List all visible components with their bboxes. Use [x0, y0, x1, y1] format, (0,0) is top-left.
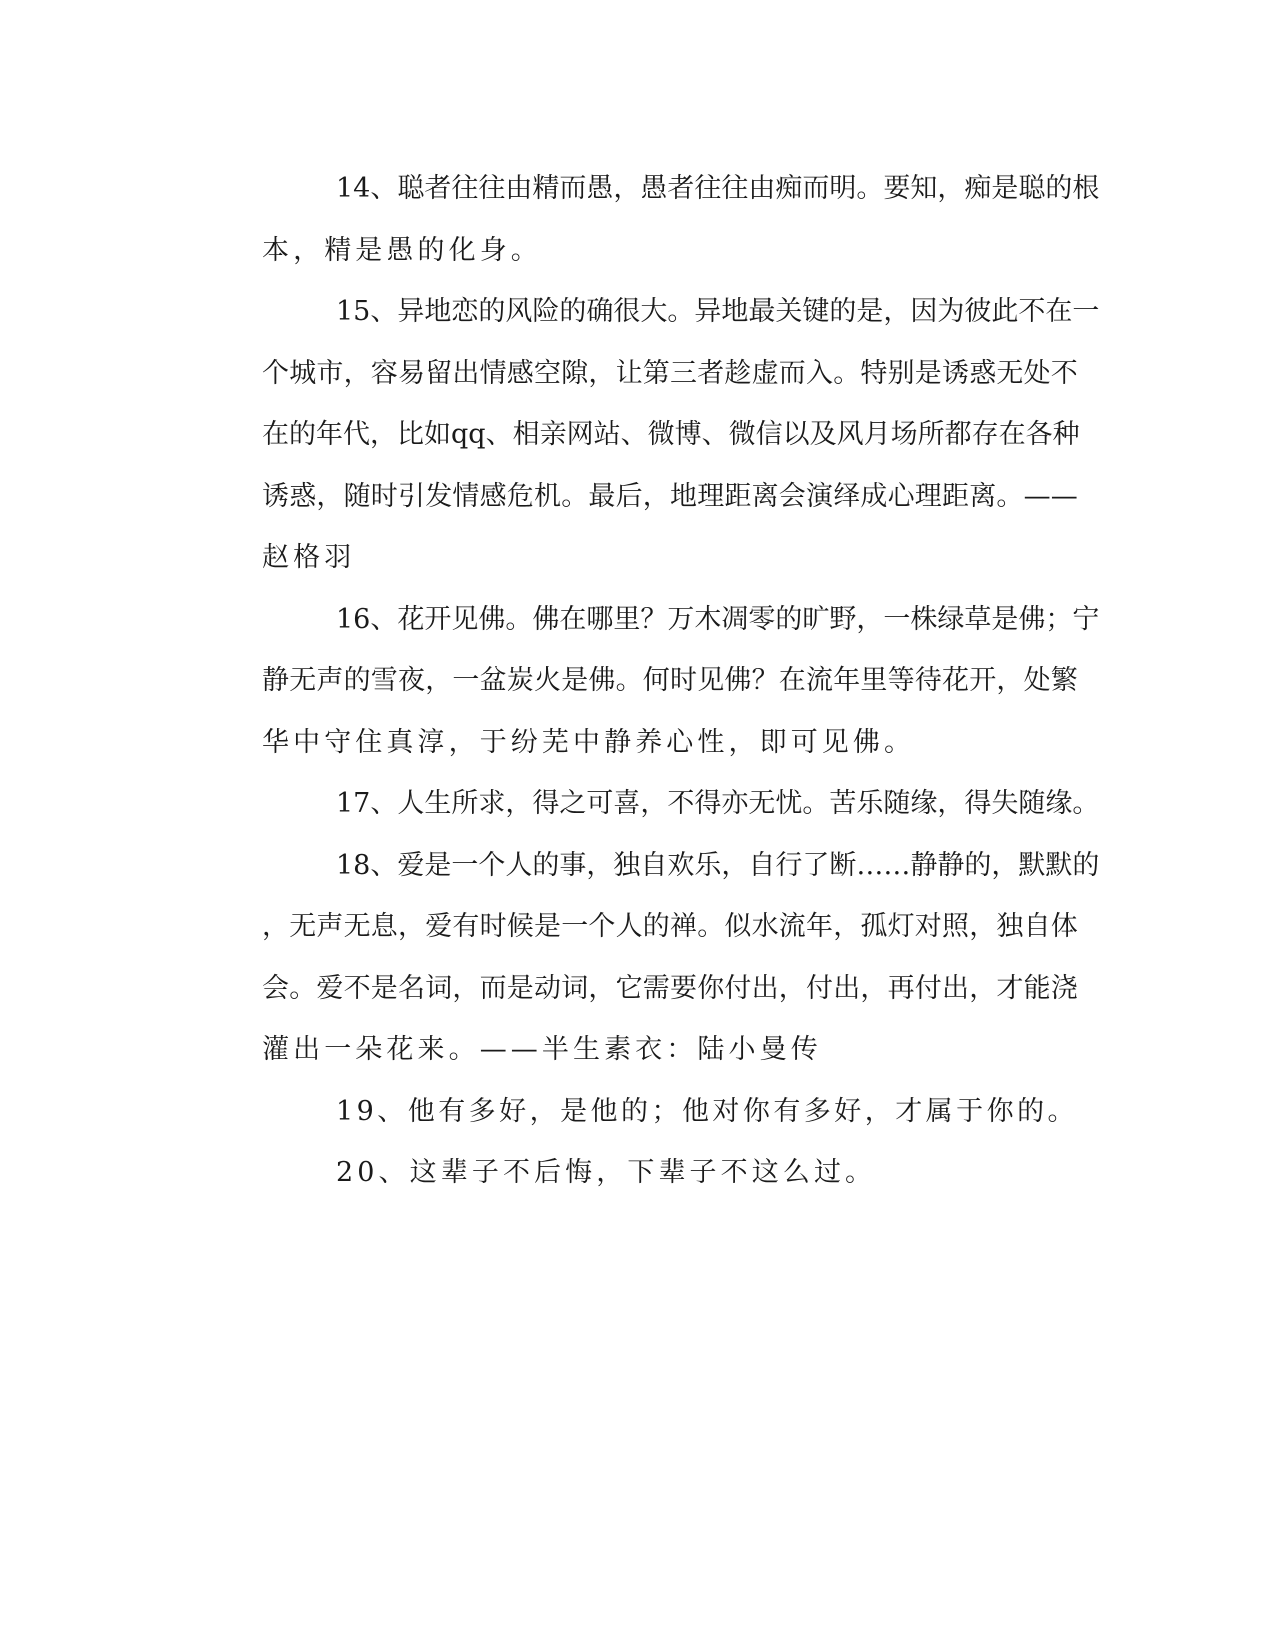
text-line: 个城市，容易留出情感空隙，让第三者趁虚而入。特别是诱惑无处不: [262, 357, 1078, 389]
document-body: [188, 158, 1100, 1204]
paragraph-17: [188, 773, 1100, 835]
text-line: 15、异地恋的风险的确很大。异地最关键的是，因为彼此不在一: [336, 296, 1100, 327]
text-line: 华中守住真淳，于纷芜中静养心性，即可见佛。: [262, 726, 916, 758]
text-line: 在的年代，比如qq、相亲网站、微博、微信以及风月场所都存在各种: [262, 419, 1080, 450]
text-line: 18、爱是一个人的事，独自欢乐，自行了断……静静的，默默的: [336, 849, 1100, 881]
text-line: 16、花开见佛。佛在哪里？万木凋零的旷野，一株绿草是佛；宁: [336, 603, 1100, 635]
text-line: 诱惑，随时引发情感危机。最后，地理距离会演绎成心理距离。——: [262, 480, 1078, 512]
paragraph-14: [188, 158, 1100, 281]
text-line: 会。爱不是名词，而是动词，它需要你付出，付出，再付出，才能浇: [262, 972, 1078, 1004]
text-line: 14、聪者往往由精而愚，愚者往往由痴而明。要知，痴是聪的根: [336, 173, 1100, 204]
paragraph-20: [188, 1142, 1078, 1204]
text-line: 17、人生所求，得之可喜，不得亦无忧。苦乐随缘，得失随缘。: [336, 788, 1100, 819]
text-line: 20、这辈子不后悔，下辈子不这么过。: [336, 1157, 877, 1188]
text-line: 19、他有多好，是他的；他对你有多好，才属于你的。: [336, 1095, 1078, 1127]
text-line: 灌出一朵花来。——半生素衣：陆小曼传: [262, 1034, 822, 1065]
paragraph-18: [188, 835, 1100, 1081]
text-line: 赵格羽: [262, 542, 356, 573]
paragraph-16: [188, 589, 1100, 774]
text-line: ，无声无息，爱有时候是一个人的禅。似水流年，孤灯对照，独自体: [262, 911, 1078, 942]
text-line: 本，精是愚的化身。: [262, 234, 542, 266]
paragraph-19: [188, 1081, 1078, 1143]
text-line: 静无声的雪夜，一盆炭火是佛。何时见佛？在流年里等待花开，处繁: [262, 665, 1078, 696]
paragraph-15: [188, 281, 1100, 589]
